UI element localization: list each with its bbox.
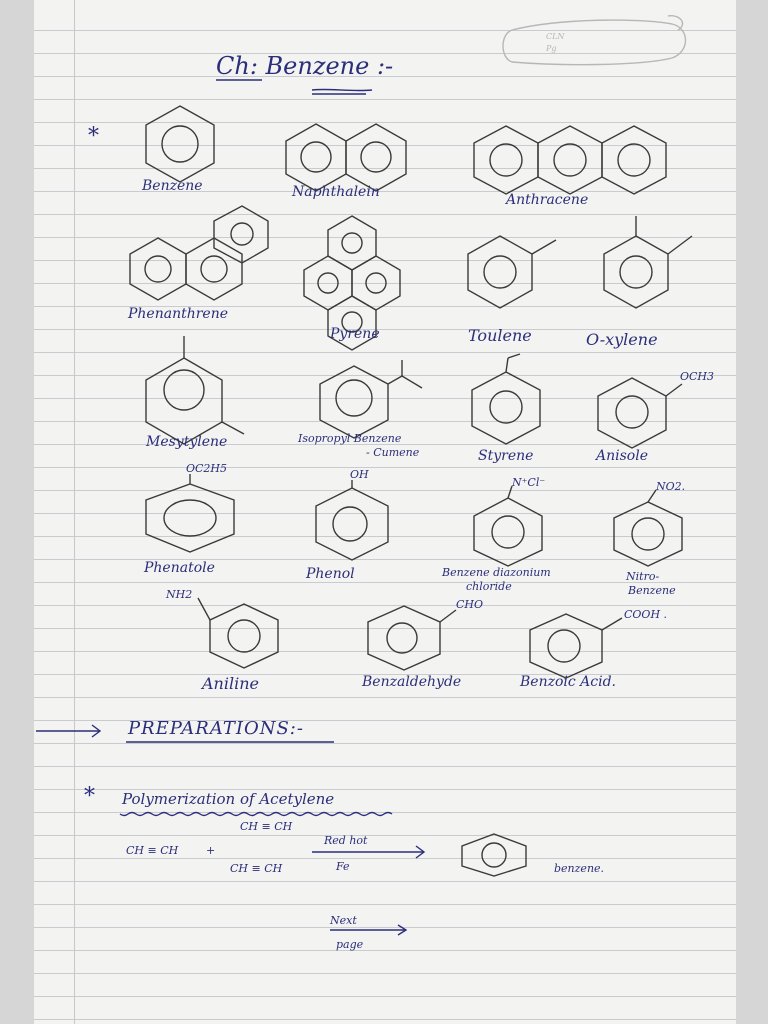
naphthalene-structure (286, 124, 406, 191)
toluene-structure (468, 236, 556, 308)
bullet-star: * (88, 124, 99, 149)
compound-label-phenatole: Phenatole (144, 560, 215, 576)
substituent-och3: OCH3 (680, 370, 715, 383)
cumene-structure (320, 360, 422, 438)
substituent-nh2: NH2 (166, 588, 193, 601)
substituent-oc2h5: OC2H5 (186, 462, 228, 475)
substituent-cooh: COOH . (624, 608, 668, 621)
stamp-line-1: CLN (546, 32, 565, 41)
preparation-bullet: * (84, 784, 95, 809)
substituent-oh: OH (350, 468, 369, 481)
substituent-cho: CHO (456, 598, 484, 611)
compound-label-isopropyl-benzene: Isopropyl Benzene (298, 432, 402, 445)
reaction-arrow-icon (312, 846, 424, 858)
benzene-product-structure (462, 834, 526, 876)
stamp-scroll-icon (503, 16, 686, 65)
compound-label-naphthalein: Naphthalein (292, 184, 380, 200)
compound-label-phenanthrene: Phenanthrene (128, 306, 229, 322)
preparation-heading: PREPARATIONS:- (128, 718, 304, 739)
compound-label-styrene: Styrene (478, 448, 534, 464)
compound-label-toulene: Toulene (468, 326, 532, 345)
next-page-label-2: page (336, 938, 364, 951)
nitrobenzene-structure (614, 490, 682, 566)
benzenediazonium-structure (474, 486, 542, 566)
page-title: Ch: Benzene :- (216, 52, 394, 80)
anthracene-structure (474, 126, 666, 194)
compound-label-benzaldehyde: Benzaldehyde (362, 674, 462, 690)
compound-label-o-xylene: O-xylene (586, 330, 658, 349)
compound-label-nitro-benzene: Benzene (628, 584, 676, 597)
compound-label-anisole: Anisole (596, 448, 648, 464)
product-label: benzene. (554, 862, 605, 875)
compound-label-benzene: Benzene (142, 178, 203, 194)
compound-label-phenol: Phenol (306, 566, 355, 582)
styrene-structure (472, 354, 540, 444)
aniline-structure (198, 598, 278, 668)
compound-label-anthracene: Anthracene (506, 192, 589, 208)
o-xylene-structure (604, 216, 692, 308)
subheading-underline (120, 813, 392, 816)
compound-label-benzene-diazonium: Benzene diazonium (442, 566, 551, 579)
compound-label-nitro: Nitro- (626, 570, 660, 583)
anisole-structure (598, 378, 682, 448)
substituent-diazonium: N⁺Cl⁻ (512, 476, 546, 489)
phenanthrene-structure (130, 206, 268, 300)
mesitylene-structure (146, 336, 244, 444)
benzaldehyde-structure (368, 606, 456, 670)
stamp-line-2: Pg (546, 44, 557, 53)
reactant-acetylene-top: CH ≡ CH (240, 820, 293, 833)
condition-red-hot: Red hot (324, 834, 368, 847)
compound-label-benzoic-acid: Benzoic Acid. (520, 674, 617, 690)
compound-label-chloride: chloride (466, 580, 512, 593)
phenetole-structure (146, 474, 234, 552)
title-underline (216, 80, 372, 94)
compound-label-mesytylene: Mesytylene (146, 434, 228, 450)
benzoic-acid-structure (530, 614, 622, 678)
phenol-structure (316, 480, 388, 560)
arrow-icon (36, 725, 100, 737)
compound-label-cumene: - Cumene (366, 446, 420, 459)
benzene-structure (146, 106, 214, 182)
substituent-no2: NO2. (656, 480, 686, 493)
reactant-acetylene: CH ≡ CH (126, 844, 179, 857)
next-page-label: Next (330, 914, 357, 927)
condition-fe: Fe (336, 860, 350, 873)
preparation-subheading: Polymerization of Acetylene (122, 790, 335, 808)
reactant-acetylene-bottom: CH ≡ CH (230, 862, 283, 875)
compound-label-aniline: Aniline (202, 674, 259, 693)
compound-label-pyrene: Pyrene (330, 326, 380, 342)
reaction-plus: + (206, 844, 216, 857)
